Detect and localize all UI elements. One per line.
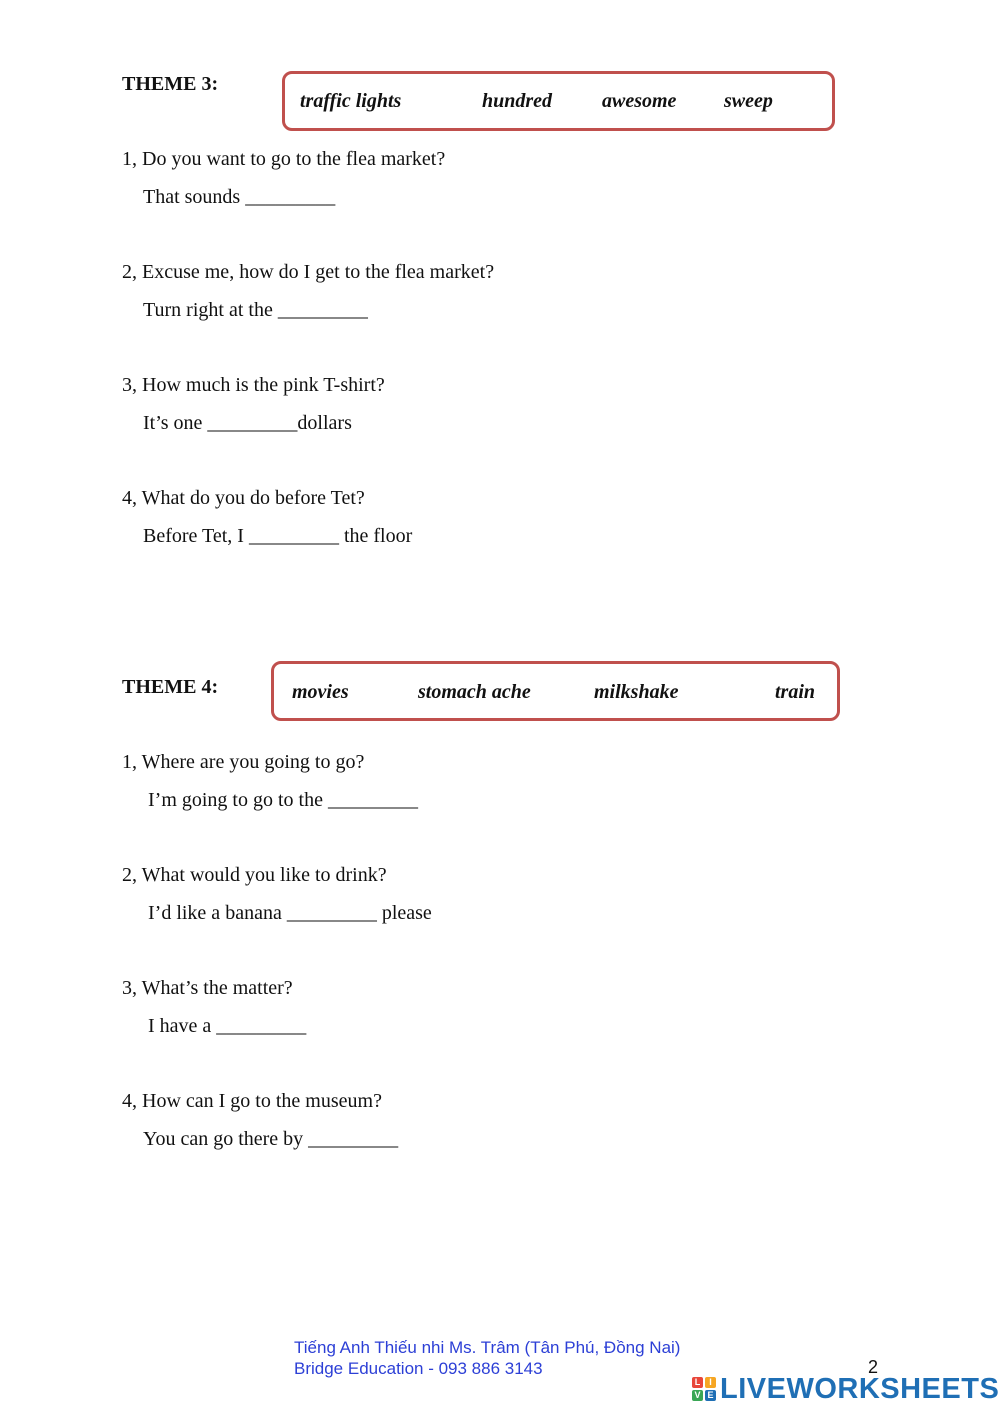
theme3-q2: 2, Excuse me, how do I get to the flea market? [122,261,495,283]
theme4-q4: 4, How can I go to the museum? [122,1090,382,1112]
theme3-a2: Turn right at the _________ [143,299,368,321]
word-awesome: awesome [602,90,677,112]
word-stomach-ache: stomach ache [418,681,531,703]
logo-grid-icon [692,1377,716,1401]
logo-tile-l: L [692,1377,703,1388]
word-milkshake: milkshake [594,681,679,703]
logo-tile-e: E [705,1390,716,1401]
theme3-q3: 3, How much is the pink T-shirt? [122,374,385,396]
theme4-a1: I’m going to go to the _________ [148,789,418,811]
word-hundred: hundred [482,90,553,112]
theme3-a4: Before Tet, I _________ the floor [143,525,413,547]
word-train: train [775,681,816,703]
theme4-q1: 1, Where are you going to go? [122,751,365,773]
theme3-q4: 4, What do you do before Tet? [122,487,365,509]
theme4-label: THEME 4: [122,676,219,698]
theme4-a3: I have a _________ [148,1015,307,1037]
word-movies: movies [292,681,349,703]
logo-text: LIVEWORKSHEETS [720,1372,1000,1405]
theme4-a4: You can go there by _________ [143,1128,399,1150]
theme4-q3: 3, What’s the matter? [122,977,293,999]
page-number: 2 [868,1357,879,1377]
logo-tile-i: I [705,1377,716,1388]
theme3-word-bank [282,71,835,131]
theme3-a1: That sounds _________ [143,186,336,208]
footer-line-1: Tiếng Anh Thiếu nhi Ms. Trâm (Tân Phú, Đồng Nai) [294,1338,681,1357]
theme4-a2: I’d like a banana _________ please [148,902,432,924]
theme4-q2: 2, What would you like to drink? [122,864,387,886]
theme3-a3: It’s one _________dollars [143,412,352,434]
theme3-q1: 1, Do you want to go to the flea market? [122,148,446,170]
word-sweep: sweep [724,90,773,112]
theme4-word-bank [271,661,840,721]
word-traffic-lights: traffic lights [300,90,402,112]
logo-tile-v: V [692,1390,703,1401]
footer-line-2: Bridge Education - 093 886 3143 [294,1359,543,1378]
liveworksheets-logo[interactable] [692,1373,999,1405]
theme3-label: THEME 3: [122,73,219,95]
